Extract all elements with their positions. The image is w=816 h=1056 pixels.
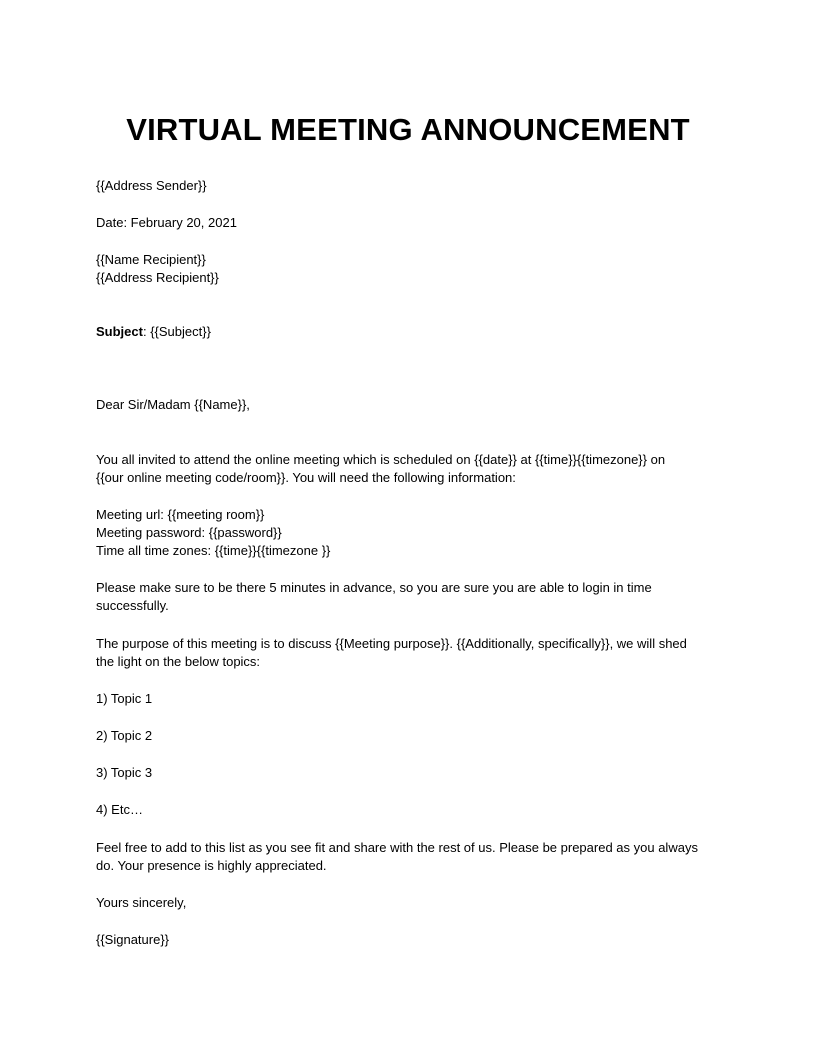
closing-line-2: do. Your presence is highly appreciated.	[96, 858, 327, 873]
purpose-line-2: the light on the below topics:	[96, 654, 261, 669]
subject-label: Subject	[96, 324, 143, 339]
subject-value: : {{Subject}}	[142, 324, 211, 339]
topic-item: 2) Topic 2	[96, 728, 153, 743]
intro-line-2: {{our online meeting code/room}}. You will need the following information:	[96, 470, 516, 485]
purpose-line-1: The purpose of this meeting is to discuss {{Meeting purpose}}. {{Additionally, specifically}}, we will shed	[96, 636, 687, 651]
topic-item: 1) Topic 1	[96, 691, 153, 706]
sign-off: Yours sincerely,	[96, 895, 187, 910]
topic-item: 3) Topic 3	[96, 765, 153, 780]
salutation: Dear Sir/Madam {{Name}},	[96, 397, 250, 412]
document-title: VIRTUAL MEETING ANNOUNCEMENT	[126, 112, 690, 147]
recipient-address: {{Address Recipient}}	[96, 270, 219, 285]
recipient-name: {{Name Recipient}}	[96, 252, 206, 267]
meeting-url: Meeting url: {{meeting room}}	[96, 507, 265, 522]
advance-line-1: Please make sure to be there 5 minutes in advance, so you are sure you are able to login in time	[96, 580, 652, 595]
sender-address: {{Address Sender}}	[96, 178, 207, 193]
date-line: Date: February 20, 2021	[96, 215, 237, 230]
meeting-password: Meeting password: {{password}}	[96, 525, 282, 540]
intro-line-1: You all invited to attend the online meeting which is scheduled on {{date}} at {{time}}{{timezone}} on	[96, 452, 666, 467]
closing-line-1: Feel free to add to this list as you see fit and share with the rest of us. Please be prepared as you always	[96, 840, 698, 855]
topic-item: 4) Etc…	[96, 802, 143, 817]
advance-line-2: successfully.	[96, 598, 169, 613]
subject-line	[96, 323, 726, 341]
signature: {{Signature}}	[96, 932, 170, 947]
meeting-time-zones: Time all time zones: {{time}}{{timezone }}	[96, 543, 331, 558]
